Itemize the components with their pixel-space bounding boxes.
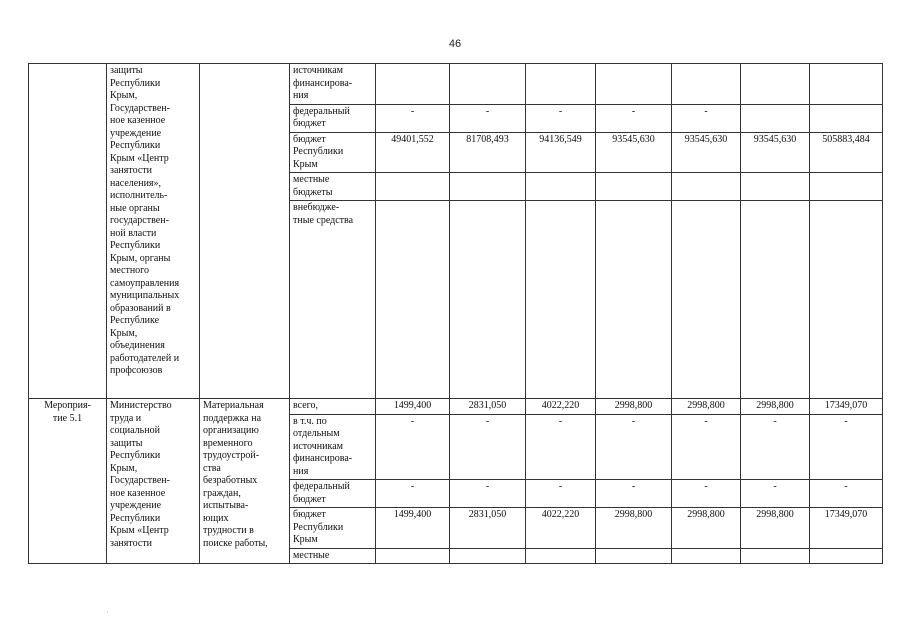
value-cell: [596, 201, 672, 399]
value-cell: -: [741, 480, 810, 508]
value-cell: 49401,552: [376, 132, 450, 173]
value-cell: -: [526, 104, 596, 132]
budget-table: [28, 63, 883, 564]
executor-cell: защиты Республики Крым, Государствен- ное казенное учреждение Республики Крым «Центр занятости населения», исполнитель- ные органы государствен- ной власти Республики Крым, органы местного самоуправления муниципальных образований в Республике Крым, объединения работодателей и профсоюзов: [107, 64, 200, 399]
page-number: 46: [448, 38, 462, 50]
value-cell: -: [450, 414, 526, 480]
value-cell: [376, 64, 450, 105]
value-cell: [376, 548, 450, 564]
value-cell: [810, 173, 883, 201]
value-cell: 2998,800: [672, 508, 741, 549]
value-cell: [450, 173, 526, 201]
value-cell: [810, 201, 883, 399]
value-cell: [450, 548, 526, 564]
value-cell: -: [376, 480, 450, 508]
funding-source-cell: внебюдже- тные средства: [290, 201, 376, 399]
value-cell: [672, 548, 741, 564]
value-cell: [526, 548, 596, 564]
funding-source-cell: бюджет Республики Крым: [290, 132, 376, 173]
measure-name-cell: Материальная поддержка на организацию временного трудоустрой- ства безработных граждан, испытыва- ющих трудности в поиске работы,: [200, 399, 290, 564]
table-row: [29, 64, 883, 105]
value-cell: [741, 548, 810, 564]
value-cell: 93545,630: [596, 132, 672, 173]
value-cell: [741, 64, 810, 105]
value-cell: 4022,220: [526, 508, 596, 549]
value-cell: 2998,800: [672, 399, 741, 415]
value-cell: [741, 201, 810, 399]
value-cell: -: [526, 480, 596, 508]
measure-cell: Мероприя- тие 5.1: [29, 399, 107, 564]
value-cell: [450, 201, 526, 399]
value-cell: -: [450, 480, 526, 508]
value-cell: 2998,800: [596, 508, 672, 549]
value-cell: 2831,050: [450, 508, 526, 549]
value-cell: -: [810, 414, 883, 480]
value-cell: 1499,400: [376, 399, 450, 415]
funding-source-cell: местные: [290, 548, 376, 564]
value-cell: -: [741, 414, 810, 480]
value-cell: [450, 64, 526, 105]
value-cell: 93545,630: [672, 132, 741, 173]
funding-source-cell: местные бюджеты: [290, 173, 376, 201]
measure-name-cell: [200, 64, 290, 399]
value-cell: [741, 104, 810, 132]
value-cell: 17349,070: [810, 508, 883, 549]
value-cell: -: [672, 104, 741, 132]
value-cell: [672, 173, 741, 201]
executor-cell: Министерство труда и социальной защиты Республики Крым, Государствен- ное казенное учреждение Республики Крым «Центр занятости: [107, 399, 200, 564]
value-cell: -: [376, 104, 450, 132]
funding-source-cell: бюджет Республики Крым: [290, 508, 376, 549]
funding-source-cell: в т.ч. по отдельным источникам финансирова- ния: [290, 414, 376, 480]
value-cell: [376, 201, 450, 399]
value-cell: [810, 64, 883, 105]
value-cell: 17349,070: [810, 399, 883, 415]
value-cell: 2998,800: [596, 399, 672, 415]
value-cell: [596, 64, 672, 105]
value-cell: 2998,800: [741, 399, 810, 415]
value-cell: [596, 173, 672, 201]
value-cell: [376, 173, 450, 201]
value-cell: 81708,493: [450, 132, 526, 173]
value-cell: -: [376, 414, 450, 480]
funding-source-cell: федеральный бюджет: [290, 104, 376, 132]
value-cell: -: [596, 480, 672, 508]
value-cell: -: [526, 414, 596, 480]
value-cell: -: [672, 414, 741, 480]
value-cell: [526, 201, 596, 399]
value-cell: 2831,050: [450, 399, 526, 415]
value-cell: 93545,630: [741, 132, 810, 173]
measure-cell: [29, 64, 107, 399]
value-cell: 505883,484: [810, 132, 883, 173]
value-cell: [526, 64, 596, 105]
value-cell: -: [596, 414, 672, 480]
value-cell: -: [450, 104, 526, 132]
scan-speck: ·: [106, 608, 109, 617]
value-cell: [810, 548, 883, 564]
value-cell: -: [596, 104, 672, 132]
value-cell: [596, 548, 672, 564]
value-cell: [672, 64, 741, 105]
value-cell: [741, 173, 810, 201]
funding-source-cell: федеральный бюджет: [290, 480, 376, 508]
funding-source-cell: источникам финансирова- ния: [290, 64, 376, 105]
value-cell: [672, 201, 741, 399]
value-cell: 2998,800: [741, 508, 810, 549]
table-row: [29, 399, 883, 415]
value-cell: -: [810, 480, 883, 508]
value-cell: [810, 104, 883, 132]
value-cell: 4022,220: [526, 399, 596, 415]
value-cell: -: [672, 480, 741, 508]
funding-source-cell: всего,: [290, 399, 376, 415]
value-cell: 1499,400: [376, 508, 450, 549]
value-cell: 94136,549: [526, 132, 596, 173]
value-cell: [526, 173, 596, 201]
